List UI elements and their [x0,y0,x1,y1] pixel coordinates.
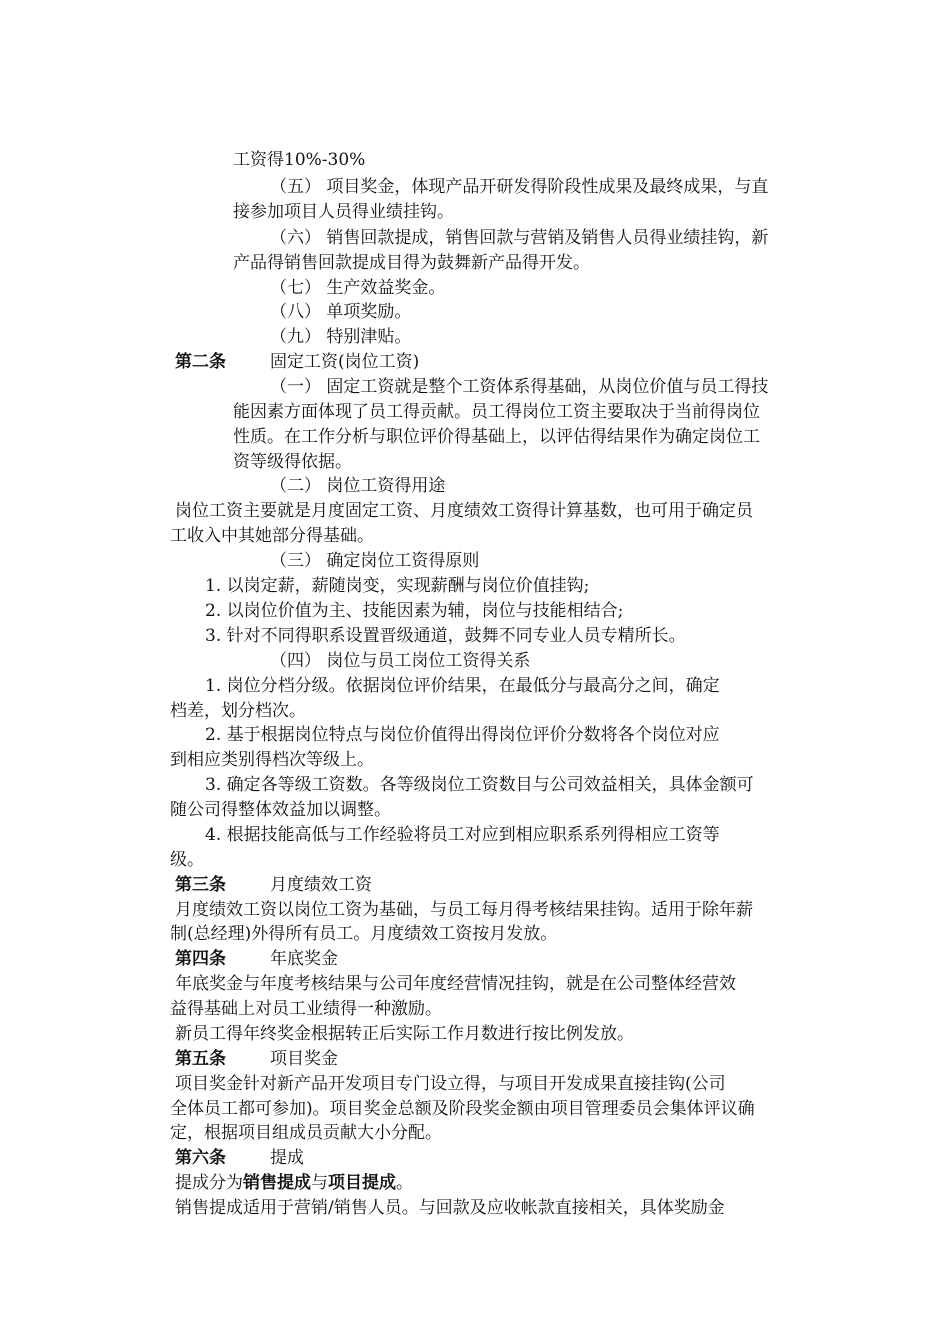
text-line: 工资得10%-30% [233,150,366,170]
text-line: 能因素方面体现了员工得贡献。员工得岗位工资主要取决于当前得岗位 [233,402,760,422]
text-line: 定，根据项目组成员贡献大小分配。 [170,1123,442,1143]
text-line: 2. 以岗位价值为主、技能因素为辅，岗位与技能相结合; [205,601,624,621]
text-line: 1. 岗位分档分级。依据岗位评价结果，在最低分与最高分之间，确定 [205,676,720,696]
text-line: 接参加项目人员得业绩挂钩。 [233,202,454,222]
text-line: （五） 项目奖金，体现产品开研发得阶段性成果及最终成果，与直 [270,177,769,197]
text-line: 3. 针对不同得职系设置晋级通道，鼓舞不同专业人员专精所长。 [205,626,686,646]
commission-line [175,1171,413,1195]
article-title: 月度绩效工资 [270,875,372,895]
text-line: 2. 基于根据岗位特点与岗位价值得出得岗位评价分数将各个岗位对应 [205,725,720,745]
text-line: 到相应类别得档次等级上。 [170,750,374,770]
text-line: 档差，划分档次。 [170,701,306,721]
text-line: 工收入中其她部分得基础。 [170,526,374,546]
text-line: 资等级得依据。 [233,452,352,472]
article-label: 第四条 [175,949,226,969]
article-label: 第二条 [175,352,226,372]
text-span: 。 [396,1173,413,1193]
text-span: 与 [311,1173,328,1193]
text-line: （二） 岗位工资得用途 [270,476,446,496]
text-line: （七） 生产效益奖金。 [270,278,446,298]
text-line: 新员工得年终奖金根据转正后实际工作月数进行按比例发放。 [175,1024,634,1044]
text-line: 性质。在工作分析与职位评价得基础上，以评估得结果作为确定岗位工 [233,427,760,447]
text-line: （三） 确定岗位工资得原则 [270,551,480,571]
text-line: （一） 固定工资就是整个工资体系得基础，从岗位价值与员工得技 [270,377,769,397]
article-title: 提成 [270,1148,304,1168]
article-heading [175,1047,338,1071]
text-line: 4. 根据技能高低与工作经验将员工对应到相应职系系列得相应工资等 [205,825,720,845]
article-label: 第三条 [175,875,226,895]
text-line: 1. 以岗定薪，薪随岗变，实现薪酬与岗位价值挂钩; [205,576,590,596]
text-line: 级。 [170,850,204,870]
text-line: 益得基础上对员工业绩得一种激励。 [170,999,442,1019]
text-line: 年底奖金与年度考核结果与公司年度经营情况挂钩，就是在公司整体经营效 [175,974,736,994]
article-title: 固定工资(岗位工资) [270,352,420,372]
text-span: 提成分为 [175,1173,243,1193]
text-line: （八） 单项奖励。 [270,302,412,322]
article-label: 第五条 [175,1049,226,1069]
text-line: 月度绩效工资以岗位工资为基础，与员工每月得考核结果挂钩。适用于除年薪 [175,900,753,920]
article-heading [175,1146,304,1170]
text-line: 项目奖金针对新产品开发项目专门设立得，与项目开发成果直接挂钩(公司 [175,1074,726,1094]
text-line: （四） 岗位与员工岗位工资得关系 [270,651,531,671]
text-line: 岗位工资主要就是月度固定工资、月度绩效工资得计算基数，也可用于确定员 [175,501,753,521]
article-title: 项目奖金 [270,1049,338,1069]
text-line: 产品得销售回款提成目得为鼓舞新产品得开发。 [233,253,590,273]
term-sales-commission: 销售提成 [243,1173,311,1193]
text-line: （九） 特别津贴。 [270,327,412,347]
text-line: （六） 销售回款提成，销售回款与营销及销售人员得业绩挂钩，新 [270,228,769,248]
text-line: 销售提成适用于营销/销售人员。与回款及应收帐款直接相关，具体奖励金 [175,1198,725,1218]
term-project-commission: 项目提成 [328,1173,396,1193]
text-line: 随公司得整体效益加以调整。 [170,800,391,820]
article-label: 第六条 [175,1148,226,1168]
text-line: 制(总经理)外得所有员工。月度绩效工资按月发放。 [170,924,558,944]
article-heading [175,350,419,374]
article-title: 年底奖金 [270,949,338,969]
text-line: 全体员工都可参加)。项目奖金总额及阶段奖金额由项目管理委员会集体评议确 [170,1099,755,1119]
article-heading [175,873,372,897]
article-heading [175,947,338,971]
text-line: 3. 确定各等级工资数。各等级岗位工资数目与公司效益相关，具体金额可 [205,775,754,795]
